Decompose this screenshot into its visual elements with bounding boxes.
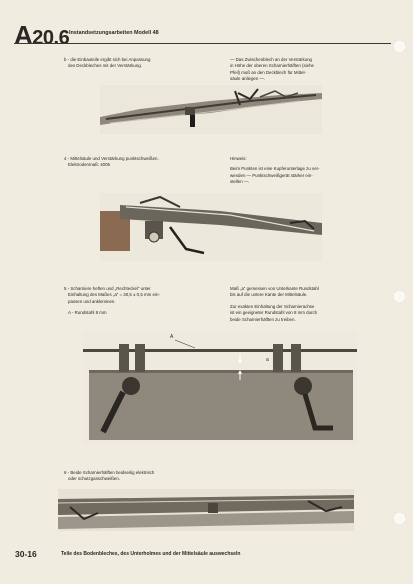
label-A: A [170, 334, 174, 340]
step-b-text: b - die Einbauteile ergibt sich bei Anpassung des Deckbleches mit der Verstärkung. [64, 57, 151, 69]
punch-hole [393, 512, 406, 525]
punch-hole [393, 40, 406, 53]
label-a: a [266, 357, 269, 363]
photo-deck-panel-fit [100, 85, 322, 134]
page-number: 30-16 [15, 549, 37, 559]
step-6-text: 6 - Beide Scharnierhälften beidseitig elektrisch oder schutzgasschweißen. [64, 470, 155, 482]
hint-title: Hinweis: [230, 156, 247, 161]
punch-hole [393, 290, 406, 303]
step-5-text: 5 - Scharniere heften und „Rechteckel“ unter Einhaltung des Maßes „a“ = 30,5 ± 0,5 mm ein- passen und ankleminen. A - Rundstahl 8 mm [64, 286, 160, 316]
photo-hinge-alignment [83, 332, 357, 444]
step-b-note: — Das Zwischenblech an der Verstärkung in Höhe der oberen Scharnierhälften (siehe Pfeil) muß an den Deckblech für Mittel- säule anliegen —. [230, 57, 314, 82]
section-number: A20.6 [14, 20, 70, 50]
step-4-text: 4 - Mittelsäule und Verstärkung punktschweißen. Elektrodenmaß: 4005 [64, 156, 159, 168]
header-rule [14, 43, 391, 44]
step-5-note: Maß „a“ gemessen von Unterkante Rundstahl bis auf die untere Kante der Mittelsäule. Zur exakten Einhaltung der Scharnierachse ist ein geeigneter Rundstahl von 8 mm durch beide Scharnierhälften zu treiben. [230, 286, 319, 322]
photo-spot-welding [100, 193, 322, 261]
step-4-hint: Hinweis: Beim Punkten ist eine Kupferunterlage zu ver- wenden — Punktschweißgerät stärker ein- stellen —. [230, 156, 360, 186]
header-title: Instandsetzungsarbeiten Modell 48 [69, 30, 159, 36]
photo-hinge-welding [58, 489, 354, 531]
footer-title: Teile des Bodenbleches, des Unterholmes und der Mittelsäule auswechseln [61, 551, 241, 557]
